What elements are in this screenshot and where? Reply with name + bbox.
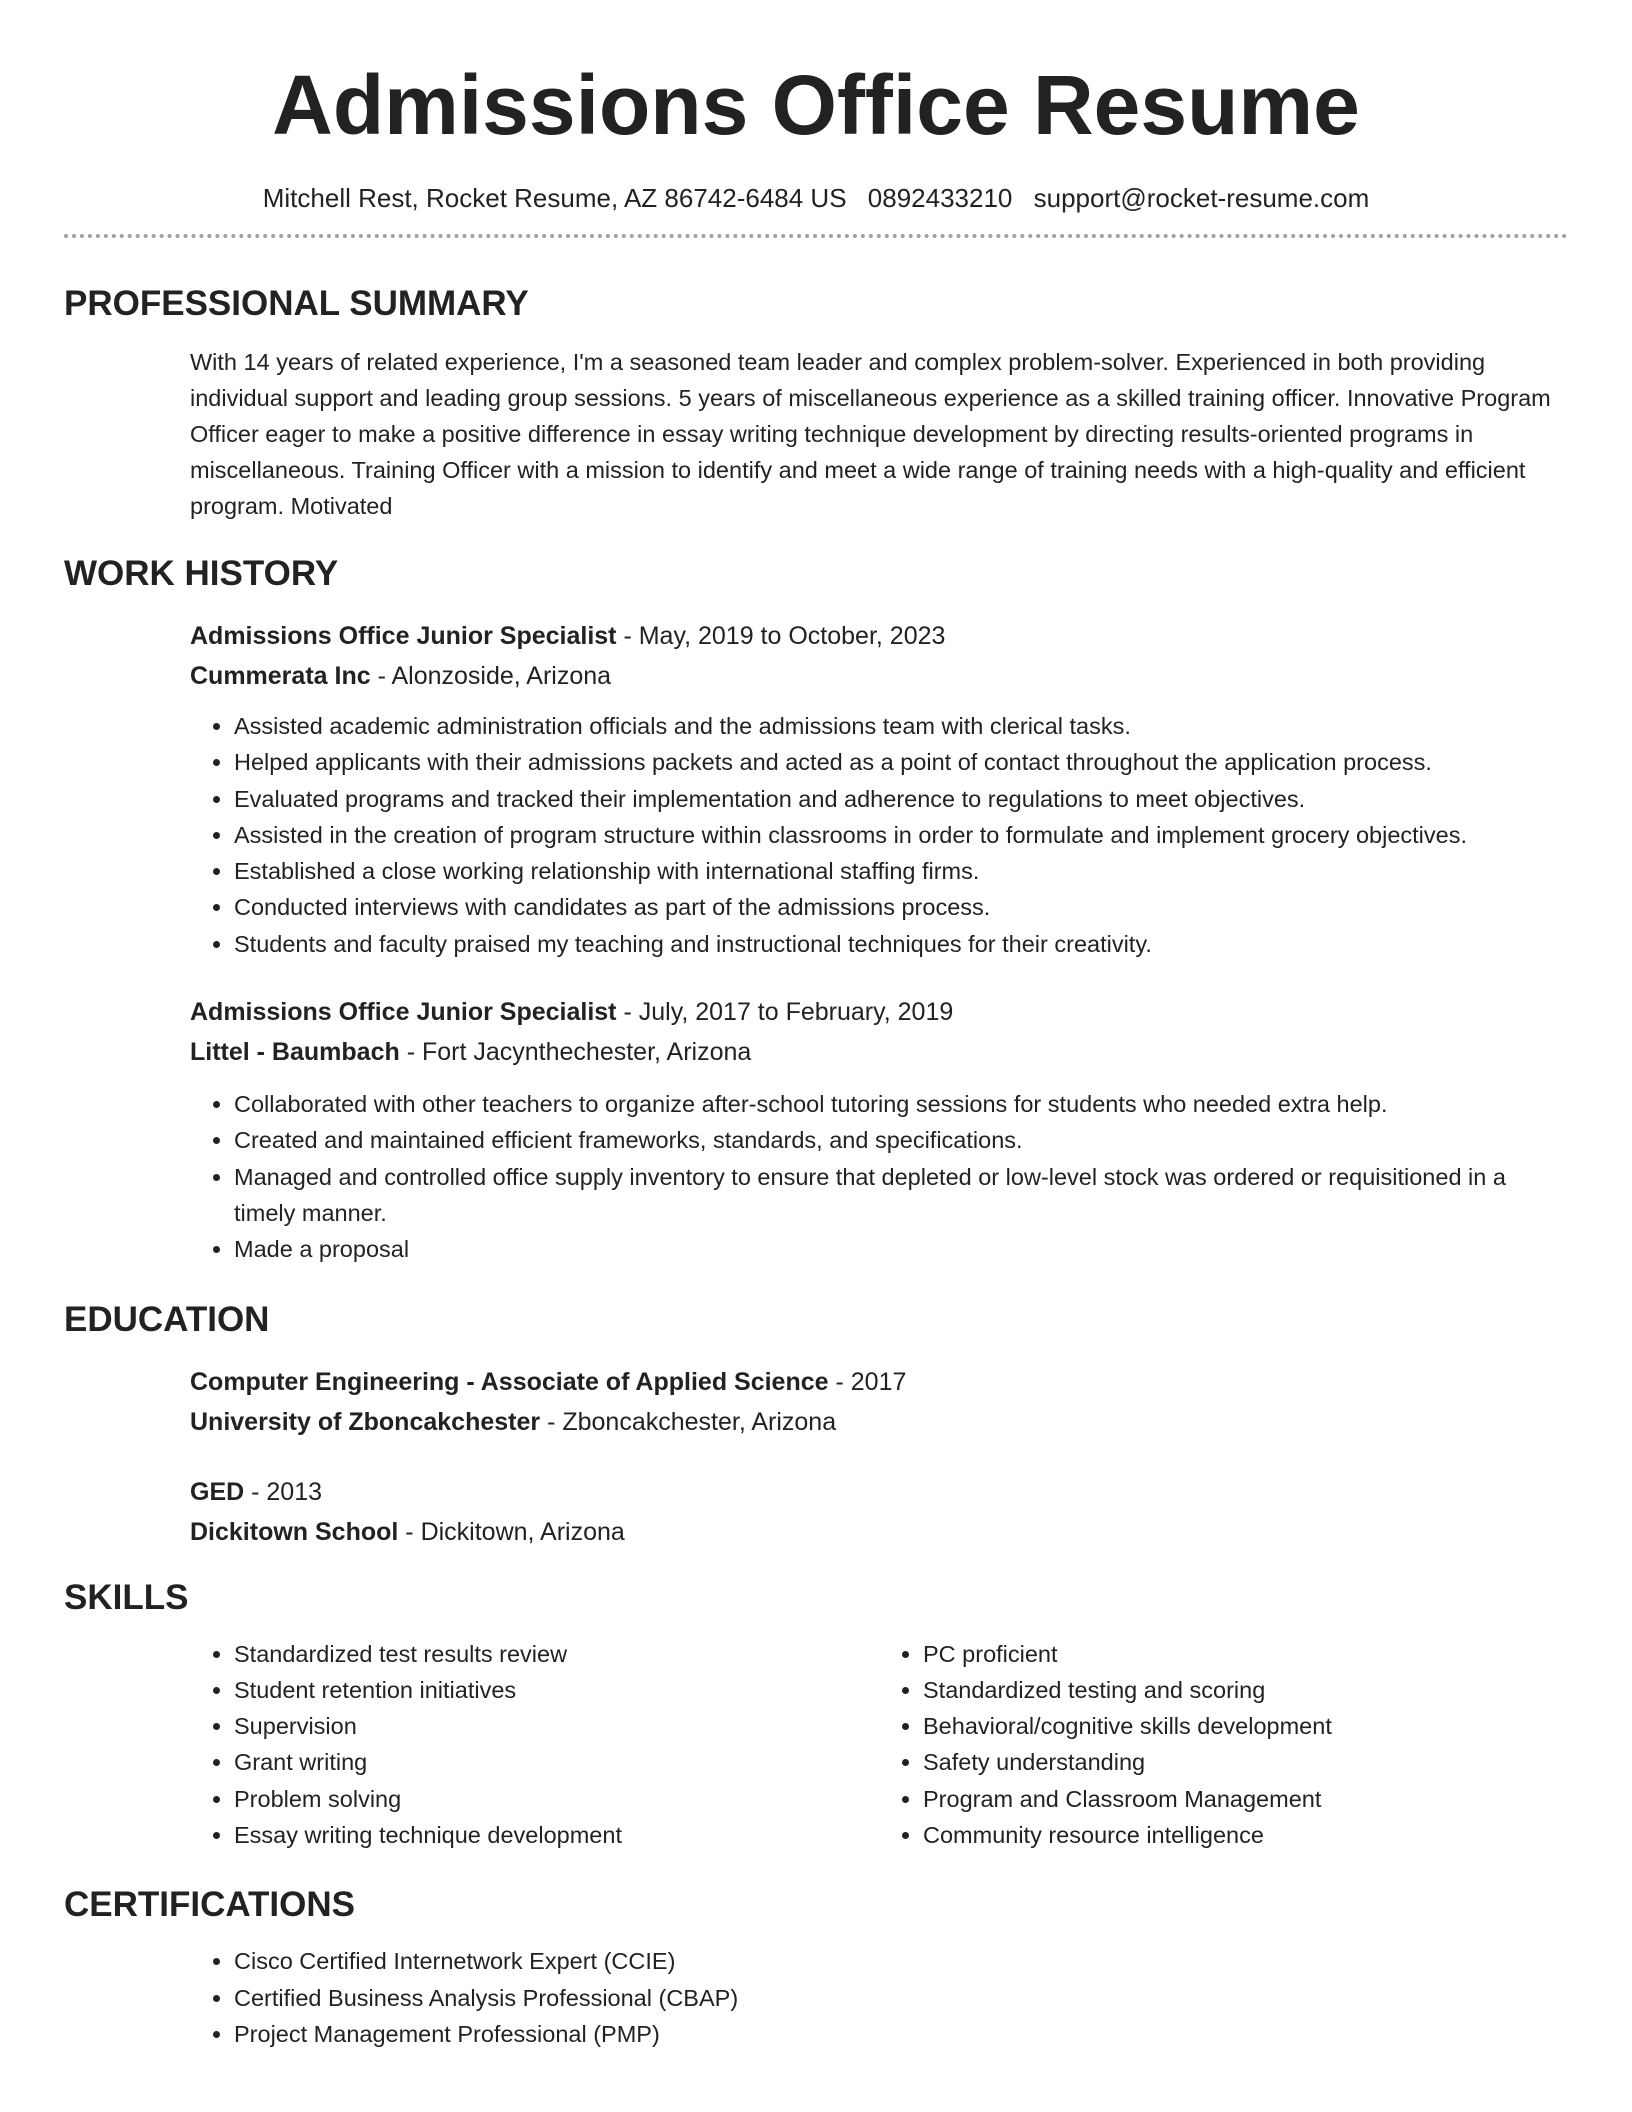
job-company: Littel - Baumbach: [190, 1038, 400, 1067]
list-item: • Established a close working relationship with international staffing firms.: [234, 853, 1568, 889]
list-item: • Students and faculty praised my teaching and instructional techniques for their creativity.: [234, 926, 1568, 962]
list-item: • Made a proposal: [234, 1231, 1568, 1267]
job-location: - Alonzoside, Arizona: [370, 662, 612, 690]
list-item: • Evaluated programs and tracked their implementation and adherence to regulations to meet objectives.: [234, 781, 1568, 817]
job-company: Cummerata Inc: [190, 662, 371, 690]
list-item: • Assisted in the creation of program structure within classrooms in order to formulate and implement grocery objectives.: [234, 817, 1568, 853]
contact-address: Mitchell Rest, Rocket Resume, AZ 86742-6484 US: [262, 183, 847, 213]
list-item: • Created and maintained efficient frameworks, standards, and specifications.: [234, 1122, 1568, 1158]
education-school: University of Zboncakchester: [190, 1407, 541, 1436]
certifications-list: [190, 1943, 1568, 2052]
job-role: Admissions Office Junior Specialist: [190, 998, 617, 1027]
summary-text: With 14 years of related experience, I'm a seasoned team leader and complex problem-solver. Experienced in both providing individual support and leading group sessions. 5 years of miscellaneous experience as a skilled training officer. Innovative Program Officer eager to make a positive difference in essay writing technique development by directing results-oriented programs in miscellaneous. Training Officer with a mission to identify and meet a wide range of training needs with a high-quality and efficient program. Motivated: [190, 349, 1551, 519]
job-entry: [190, 992, 1568, 1267]
education-school-line: [190, 1402, 1568, 1442]
contact-phone: 0892433210: [867, 183, 1013, 213]
list-item: • Collaborated with other teachers to organize after-school tutoring sessions for students who needed extra help.: [234, 1086, 1568, 1122]
skills-list-left: [190, 1636, 879, 1854]
list-item: • Certified Business Analysis Professional (CBAP): [234, 1980, 1568, 2016]
education-degree-line: [190, 1472, 1568, 1512]
job-role: Admissions Office Junior Specialist: [190, 622, 617, 650]
skills-grid: [190, 1636, 1568, 1854]
job-bullets: [190, 1086, 1568, 1267]
section-title-work: WORK HISTORY: [64, 554, 339, 593]
education-degree: Computer Engineering - Associate of Applied Science: [190, 1367, 829, 1396]
list-item: • Program and Classroom Management: [923, 1781, 1568, 1817]
job-dates: - May, 2019 to October, 2023: [616, 622, 946, 650]
list-item: • Behavioral/cognitive skills development: [923, 1708, 1568, 1744]
list-item: • Grant writing: [234, 1744, 879, 1780]
list-item: • Cisco Certified Internetwork Expert (CCIE): [234, 1943, 1568, 1979]
education-school-line: [190, 1512, 1568, 1552]
education-degree: GED: [190, 1477, 245, 1506]
list-item: • Student retention initiatives: [234, 1672, 879, 1708]
education-entry: [190, 1472, 1568, 1552]
list-item: • Safety understanding: [923, 1744, 1568, 1780]
contact-email: support@rocket-resume.com: [1033, 183, 1370, 213]
list-item: • Managed and controlled office supply inventory to ensure that depleted or low-level stock was ordered or requisitioned in a timely manner.: [234, 1159, 1568, 1232]
section-title-certifications: CERTIFICATIONS: [64, 1885, 356, 1925]
job-dates: - July, 2017 to February, 2019: [616, 998, 954, 1027]
education-year: - 2013: [244, 1477, 323, 1506]
list-item: • Project Management Professional (PMP): [234, 2016, 1568, 2052]
list-item: • Community resource intelligence: [923, 1817, 1568, 1853]
job-role-line: [190, 616, 1568, 656]
job-bullets: [190, 708, 1568, 962]
section-title-summary: PROFESSIONAL SUMMARY: [64, 284, 529, 323]
resume-title: Admissions Office Resume: [272, 58, 1360, 152]
header-divider: [64, 234, 1568, 238]
certifications-block: [190, 1943, 1568, 2052]
education-location: - Zboncakchester, Arizona: [540, 1407, 837, 1436]
contact-line: [64, 182, 1568, 214]
list-item: • PC proficient: [923, 1636, 1568, 1672]
list-item: • Conducted interviews with candidates as part of the admissions process.: [234, 889, 1568, 925]
list-item: • Standardized testing and scoring: [923, 1672, 1568, 1708]
job-company-line: [190, 1032, 1568, 1072]
job-location: - Fort Jacynthechester, Arizona: [399, 1038, 752, 1067]
education-degree-line: [190, 1362, 1568, 1402]
education-location: - Dickitown, Arizona: [398, 1517, 625, 1546]
list-item: • Essay writing technique development: [234, 1817, 879, 1853]
job-role-line: [190, 992, 1568, 1032]
job-company-line: [190, 656, 1568, 696]
section-title-education: EDUCATION: [64, 1299, 270, 1339]
list-item: • Standardized test results review: [234, 1636, 879, 1672]
list-item: • Assisted academic administration officials and the admissions team with clerical tasks.: [234, 708, 1568, 744]
list-item: • Supervision: [234, 1708, 879, 1744]
list-item: • Problem solving: [234, 1781, 879, 1817]
education-school: Dickitown School: [190, 1517, 399, 1546]
job-entry: [190, 616, 1568, 962]
skills-list-right: [879, 1636, 1568, 1854]
education-year: - 2017: [828, 1367, 907, 1396]
education-entry: [190, 1362, 1568, 1442]
section-title-skills: SKILLS: [64, 1577, 189, 1617]
list-item: • Helped applicants with their admissions packets and acted as a point of contact throughout the application process.: [234, 744, 1568, 780]
